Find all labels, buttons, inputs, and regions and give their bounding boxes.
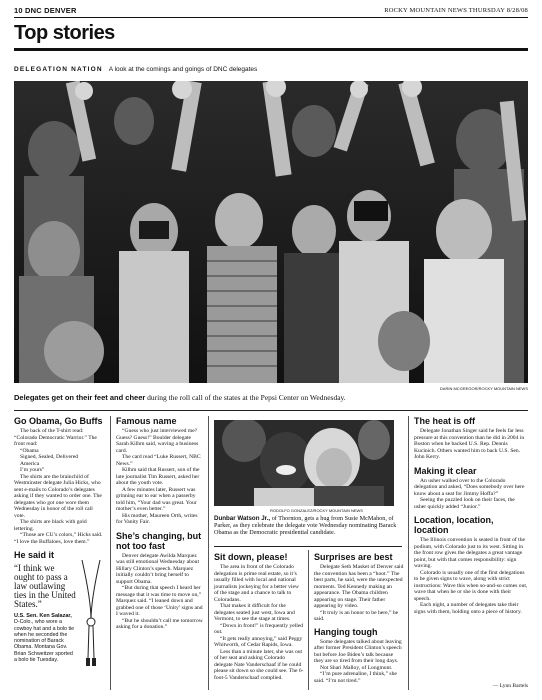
column-rule xyxy=(408,416,409,690)
main-photo-caption xyxy=(14,393,528,402)
paragraph: The area in front of the Colorado delegation is prime real estate, so it’s usually filled with local and national journalists jockeying for a better view of the stage and a chance to talk to Coloradans. xyxy=(214,564,299,603)
paragraph: The back of the T-shirt read: “Colorado Democratic Warrior.” The front read: xyxy=(14,428,97,447)
hug-photo-credit: RODOLFO GONZALEZ/ROCKY MOUNTAIN NEWS xyxy=(270,508,363,513)
column-4 xyxy=(314,552,404,684)
paragraph: Colorado is usually one of the first delegations to be given signs to wave, along with strict instructions: Wave this when so-and-so comes out, wave that when he or she is done with their speech. xyxy=(414,569,528,602)
paragraph: Seeing the puzzled look on their faces, the usher quickly added “Junior.” xyxy=(414,497,515,510)
attribution-name: U.S. Sen. Ken Salazar, xyxy=(14,613,72,619)
paragraph: That makes it difficult for the delegates seated just west, Iowa and Vermont, to see the stage at times. xyxy=(214,603,295,622)
attribution-text: D-Colo., who wore a cowboy hat and a bolo tie when he seconded the nomination of Barack Obama. Montana Gov. Brian Schweitzer sported a bolo tie Tuesday. xyxy=(14,619,75,664)
paragraph: An usher walked over to the Colorado delegation and asked, “Does somebody over here know about a seat for Jimmy Hoffa?” xyxy=(414,477,525,497)
paragraph: Less than a minute later, she was out of her seat and asking Colorado delegate Nate Vanderschaaf if he could please sit down so she could see. The 6-foot-5 Vanderschaaf complied. xyxy=(214,648,304,681)
page-section-label: 10 DNC DENVER xyxy=(14,6,77,15)
cheering-crowd-image xyxy=(14,81,528,383)
column-rule xyxy=(308,550,309,690)
quote-attribution xyxy=(14,613,76,663)
header-rule xyxy=(14,17,528,18)
famous-name-body xyxy=(116,428,204,526)
he-said-it-headline: He said it xyxy=(14,550,55,560)
column-5 xyxy=(414,416,528,615)
paragraph: “But he shouldn’t call me tomorrow asking for a donation.” xyxy=(116,617,203,630)
making-it-clear-body xyxy=(414,478,528,511)
sit-down-headline: Sit down, please! xyxy=(214,552,288,562)
kicker-label: DELEGATION NATION xyxy=(14,66,103,73)
heat-is-off-headline: The heat is off xyxy=(414,416,476,426)
column-rule xyxy=(208,416,209,690)
main-caption-text: during the roll call of the states at the Pepsi Center on Wednesday. xyxy=(145,393,346,402)
section-title: Top stories xyxy=(14,22,115,44)
column-2 xyxy=(116,416,204,631)
paragraph: Kilhm said that Russert, son of the late journalist Tim Russert, asked her about the youth vote. xyxy=(116,467,200,486)
paragraph: The shirts are black with gold lettering. xyxy=(14,519,87,532)
paragraph: The shirts are the brainchild of Westminster delegate Julia Hicks, who sent e-mails to Colorado’s delegates asking if they wanted to order one. The delegates who got one wore them Wednesday in honor of the roll call vote. xyxy=(14,473,102,519)
paragraph: Some delegates talked about leaving after former President Clinton’s speech but before Joe Biden’s talk because they are so tired from their long days. xyxy=(314,638,402,664)
pull-quote: “I think we ought to pass a law outlawing ties in the United States.” xyxy=(14,563,76,609)
paragraph: His mother, Maureen Orth, writes for Vanity Fair. xyxy=(116,512,198,525)
paragraph: Delegate Jonathan Singer said he feels far less pressure at this convention than he did in 2004 in Boston when he backed U.S. Rep. Dennis Kucinich. Others wanted him to back U.S. Sen. John Kerry. xyxy=(414,428,525,460)
hanging-tough-headline: Hanging tough xyxy=(314,626,378,637)
quote-block xyxy=(14,564,104,663)
surprises-headline: Surprises are best xyxy=(314,552,393,562)
column-rule xyxy=(110,416,111,690)
main-caption-bold: Delegates get on their feet and cheer xyxy=(14,393,146,402)
famous-name-headline: Famous name xyxy=(116,416,177,426)
hanging-tough-body xyxy=(314,639,404,685)
caption-bottom-rule xyxy=(214,546,402,547)
changing-headline: She’s changing, but not too fast xyxy=(116,530,202,551)
paragraph: “But during that speech I heard her message that it was time to move on,” Marquez said. “I leaned down and grabbed one of those ‘Unity’ signs and I waved it. xyxy=(116,585,203,617)
main-photo xyxy=(14,81,528,383)
kicker xyxy=(14,66,257,73)
making-it-clear-headline: Making it clear xyxy=(414,465,477,476)
paragraph: Delegate Seth Masket of Denver said the convention has been a “hoot.” The best parts, he said, were the unexpected moments. Ted Kennedy making an appearance. The Obama children appearing on stage. Their father appearing by video. xyxy=(314,564,404,609)
paragraph: “I’m pure adrenaline, I think,” she said. “I’m not tired.” xyxy=(314,671,397,684)
hug-caption-bold: Dunbar Watson Jr., xyxy=(214,515,271,522)
surprises-body xyxy=(314,564,404,623)
paragraph: Not Shari Malloy, of Longmont. xyxy=(320,664,393,671)
hug-photo xyxy=(214,420,394,506)
hug-image xyxy=(214,420,394,506)
heat-is-off-body xyxy=(414,428,528,461)
sit-down-body xyxy=(214,564,304,681)
paragraph: “Obama xyxy=(20,447,39,454)
paragraph: Each night, a number of delegates take their signs with them, holding onto a piece of history. xyxy=(414,602,522,615)
caption-rule xyxy=(14,410,528,411)
title-rule xyxy=(14,48,528,51)
bolo-tie-icon xyxy=(78,560,104,670)
go-obama-body xyxy=(14,428,104,545)
paragraph: Signed, Sealed, Delivered xyxy=(20,454,79,460)
main-photo-credit: DARIN MCGREGOR/ROCKY MOUNTAIN NEWS xyxy=(439,386,528,391)
paragraph: “Guess who just interviewed me? Guess? Guess!” Boulder delegate Sarah Kilhm said, waving a business card. xyxy=(116,428,199,454)
paragraph: The card read “Luke Russert, NBC News.” xyxy=(116,454,201,467)
column-3 xyxy=(214,552,304,681)
paragraph: America xyxy=(20,460,40,467)
byline-signoff: — Lynn Bartels xyxy=(492,683,528,689)
location-body xyxy=(414,537,528,615)
hug-photo-caption xyxy=(214,515,406,536)
paragraph: Denver delegate Awilda Marquez was still emotional Wednesday about Hillary Clinton’s speech. Marquez initially couldn’t bring herself to support Obama. xyxy=(116,552,200,585)
paragraph: A few minutes later, Russert was grinning ear to ear when a passerby told him, “Your dad was great. Your mother’s even better.” xyxy=(116,486,197,512)
column-1 xyxy=(14,416,104,663)
changing-body xyxy=(116,553,204,631)
location-headline: Location, location, location xyxy=(414,515,494,535)
paragraph: “It gets really annoying,” said Peggy Whitworth, of Cedar Rapids, Iowa. xyxy=(214,635,303,648)
paragraph: I’m yours” xyxy=(20,467,45,473)
go-obama-headline: Go Obama, Go Buffs xyxy=(14,416,103,426)
paragraph: “Down in front!” is frequently yelled out. xyxy=(214,622,304,635)
paragraph: “Those are CU’s colors,” Hicks said. “I love the Buffaloes, love them.” xyxy=(14,532,103,545)
paragraph: The Illinois convention is seated in front of the podium, with Colorado just to its west. Sitting in the front row gives the delegates a great vantage point, but with that comes responsibility: sign waving. xyxy=(414,537,526,569)
paragraph: “It truly is an honor to be here,” he said. xyxy=(314,609,399,622)
kicker-text: A look at the comings and goings of DNC delegates xyxy=(108,66,258,73)
hug-caption-text: of Thornton, gets a hug from Susie McMahon, of Parker, as they celebrate the delegate vote Wednesday nominating Barack Obama as the Democratic presidential candidate. xyxy=(214,515,397,536)
paper-date-line: ROCKY MOUNTAIN NEWS THURSDAY 8/28/08 xyxy=(384,7,528,14)
